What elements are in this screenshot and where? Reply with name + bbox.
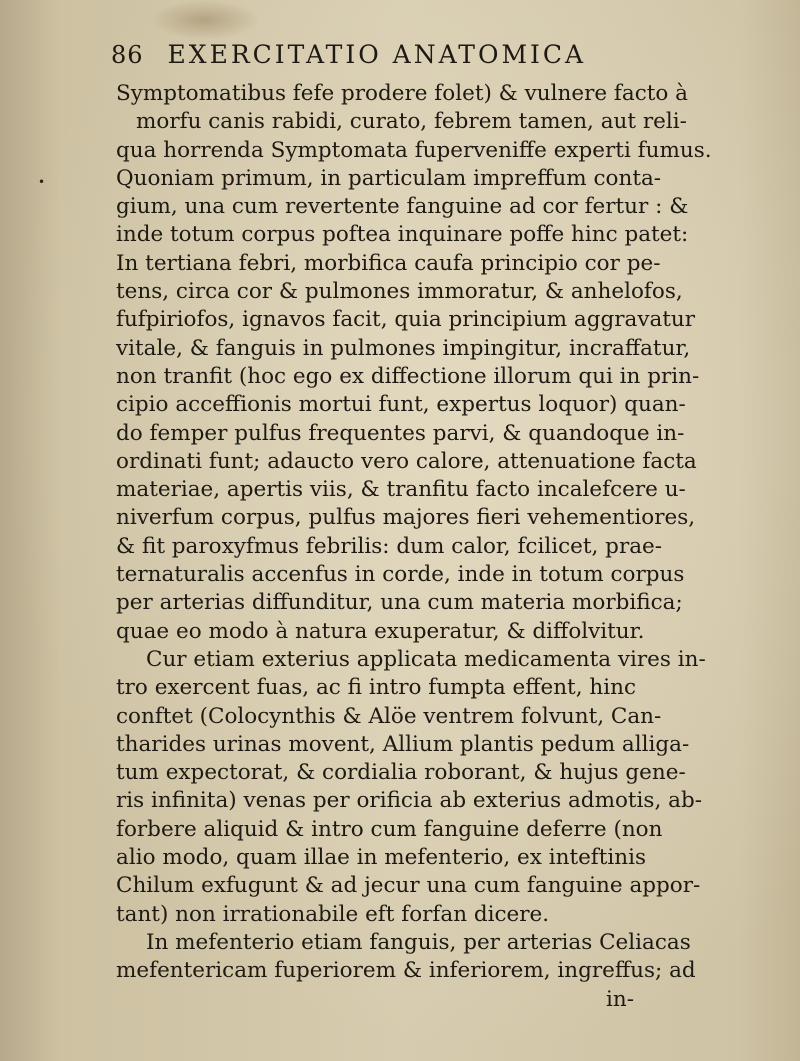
text-line: do femper pulfus frequentes parvi, & quandoque in- [116,420,685,446]
text-line: In mefenterio etiam fanguis, per arterias Celiacas [146,929,691,955]
text-line: ternaturalis accenfus in corde, inde in totum corpus [116,562,685,588]
text-line: alio modo, quam illae in mefenterio, ex inteftinis [116,845,647,871]
text-line: quae eo modo à natura exuperatur, & diffolvitur. [116,618,645,644]
text-line: gium, una cum revertente fanguine ad cor fertur : & [116,194,689,220]
text-line: non tranfit (hoc ego ex diffectione illorum qui in prin- [116,363,700,389]
text-line: tens, circa cor & pulmones immoratur, & anhelofos, [116,279,683,305]
running-head: EXERCITATIO ANATOMICA [167,40,587,69]
text-line: mefentericam fuperiorem & inferiorem, ingreffus; ad [116,958,696,984]
text-line: forbere aliquid & intro cum fanguine deferre (non [116,816,663,842]
paper-stain [150,0,260,40]
text-line: tro exercent fuas, ac fi intro fumpta effent, hinc [116,675,636,701]
text-line: materiae, apertis viis, & tranfitu facto incalefcere u- [116,477,686,503]
text-line: inde totum corpus poftea inquinare poffe hinc patet: [116,222,689,248]
text-line: qua horrenda Symptomata fuperveniffe experti fumus. [116,137,712,163]
text-line: vitale, & fanguis in pulmones impingitur, incraffatur, [116,335,691,361]
text-line: Cur etiam exterius applicata medicamenta vires in- [146,646,706,672]
text-line: fufpiriofos, ignavos facit, quia principium aggravatur [116,307,696,333]
text-line: conftet (Colocynthis & Alöe ventrem folvunt, Can- [116,703,662,729]
text-line: ordinati funt; adaucto vero calore, attenuatione facta [116,448,697,474]
text-line: & fit paroxyfmus febrilis: dum calor, fcilicet, prae- [116,533,663,559]
text-line: Symptomatibus fefe prodere folet) & vulnere facto à [116,81,688,106]
text-line: In tertiana febri, morbifica caufa principio cor pe- [116,250,661,276]
text-line: tant) non irrationabile eft forfan dicere. [116,901,550,927]
page-number: 86 [111,41,144,69]
text-line: niverfum corpus, pulfus majores fieri vehementiores, [116,505,696,531]
margin-mark: • [38,175,46,189]
text-line: ris infinita) venas per orificia ab exterius admotis, ab- [116,788,702,814]
text-line: morfu canis rabidi, curato, febrem tamen, aut reli- [136,109,687,135]
text-line: in- [606,986,634,1012]
text-line: cipio acceffionis mortui funt, expertus loquor) quan- [116,392,686,418]
text-line: per arterias diffunditur, una cum materia morbifica; [116,590,683,616]
page-header [111,40,761,69]
text-line: tum expectorat, & cordialia roborant, & hujus gene- [116,760,686,786]
text-line: Chilum exfugunt & ad jecur una cum fanguine appor- [116,873,701,899]
text-line: Quoniam primum, in particulam impreffum conta- [116,165,662,191]
text-line: tharides urinas movent, Allium plantis pedum alliga- [116,731,690,757]
body-text [106,80,796,1014]
